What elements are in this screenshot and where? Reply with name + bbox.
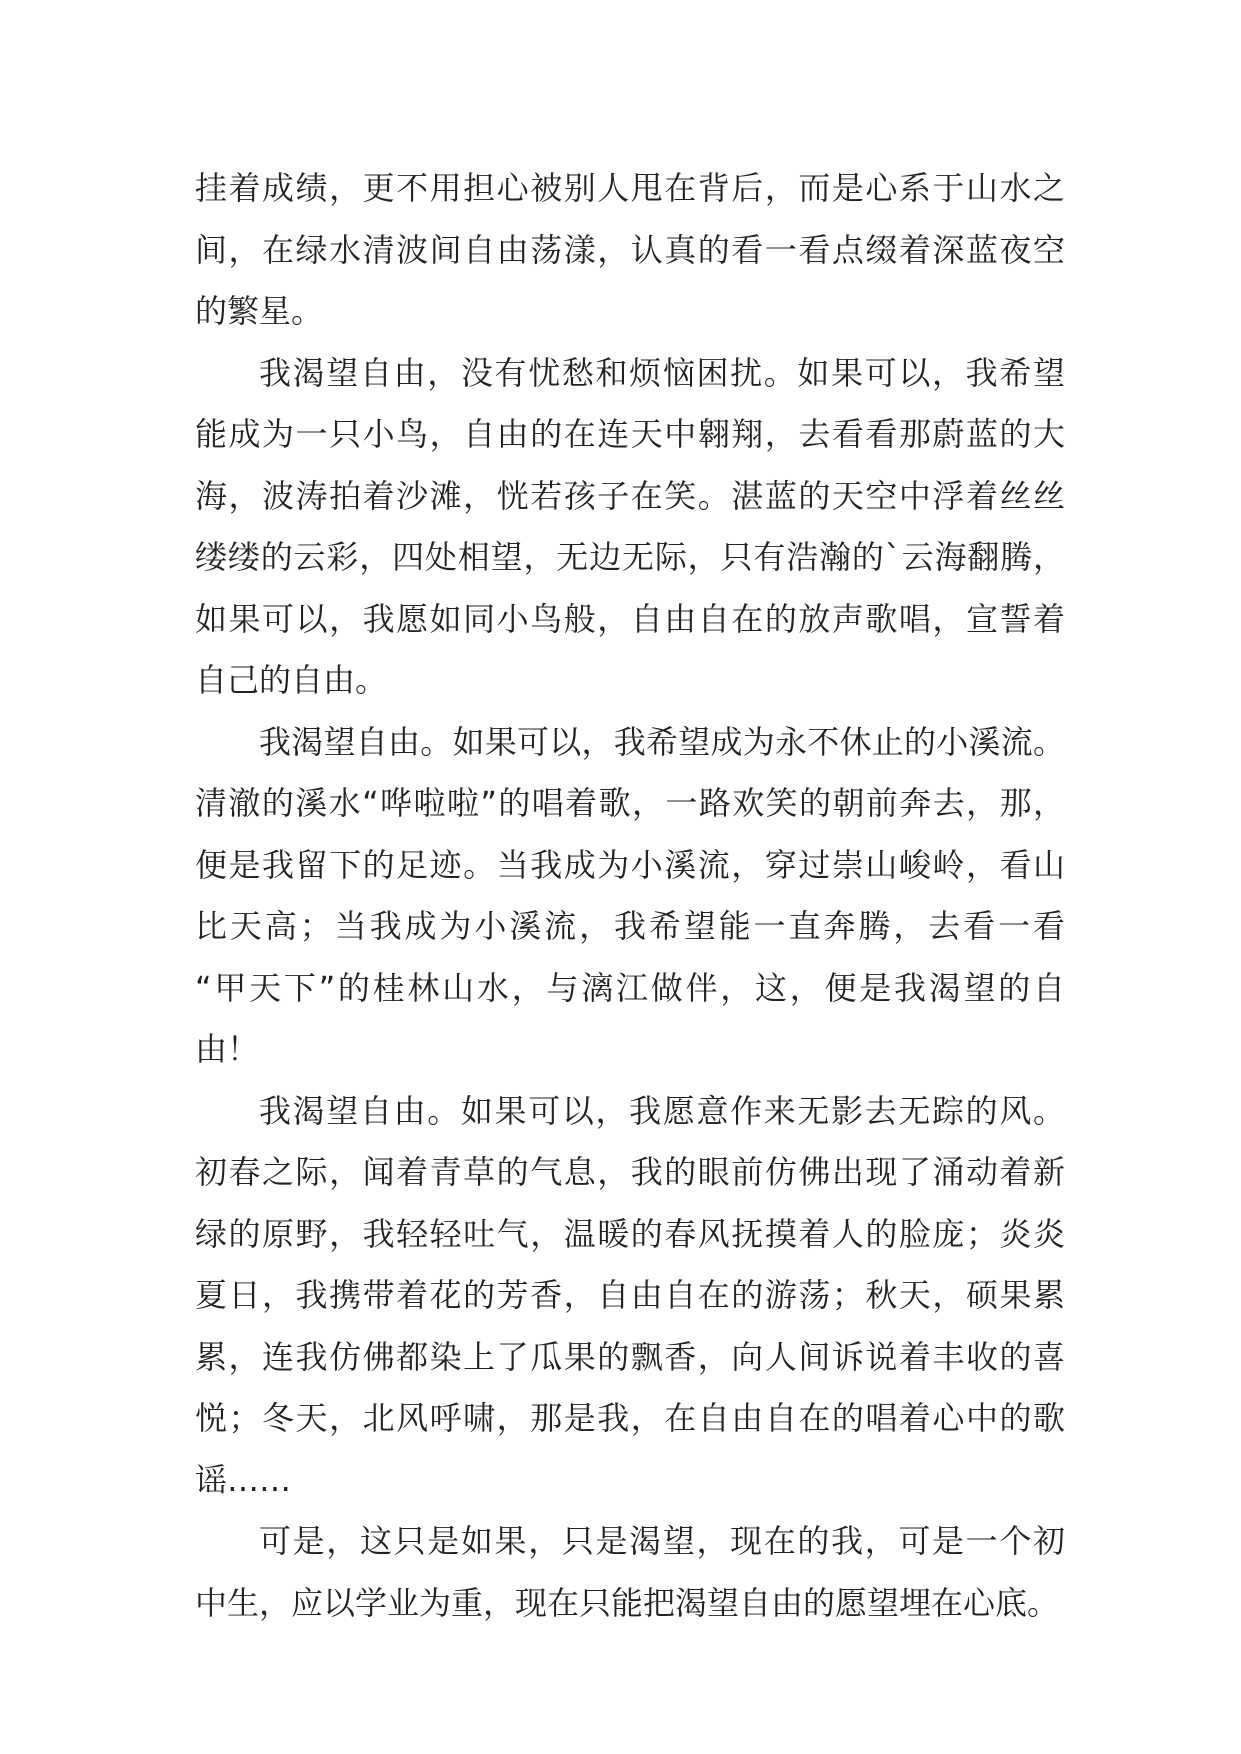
paragraph <box>195 1081 1065 1512</box>
text-line: 夏日，我携带着花的芳香，自由自在的游荡；秋天，硕果累 <box>195 1276 1065 1314</box>
text-line: 我渴望自由。如果可以，我愿意作来无影去无踪的风。 <box>259 1091 1065 1130</box>
essay-body <box>195 158 1065 1634</box>
text-line: 我渴望自由。如果可以，我希望成为永不休止的小溪流。 <box>259 722 1065 761</box>
paragraph <box>195 158 1065 343</box>
text-line: 缕缕的云彩，四处相望，无边无际，只有浩瀚的`云海翻腾， <box>195 538 1065 576</box>
paragraph <box>195 1511 1065 1634</box>
text-line: 累，连我仿佛都染上了瓜果的飘香，向人间诉说着丰收的喜 <box>195 1337 1065 1376</box>
text-line: 初春之际，闻着青草的气息，我的眼前仿佛出现了涌动着新 <box>195 1153 1065 1191</box>
text-line: 间，在绿水清波间自由荡漾，认真的看一看点缀着深蓝夜空 <box>195 230 1065 269</box>
text-line: 由！ <box>195 1030 260 1068</box>
text-line: 能成为一只小鸟，自由的在连天中翱翔，去看看那蔚蓝的大 <box>195 415 1065 453</box>
text-line: 中生，应以学业为重，现在只能把渴望自由的愿望埋在心底。 <box>195 1583 1060 1622</box>
text-line: 清澈的溪水“哗啦啦”的唱着歌，一路欢笑的朝前奔去，那， <box>195 784 1065 822</box>
text-line: 如果可以，我愿如同小鸟般，自由自在的放声歌唱，宣誓着 <box>195 599 1065 638</box>
text-line: 谣…… <box>195 1460 292 1499</box>
text-line: 便是我留下的足迹。当我成为小溪流，穿过崇山峻岭，看山 <box>195 845 1065 884</box>
text-line: 比天高；当我成为小溪流，我希望能一直奔腾，去看一看 <box>195 907 1065 945</box>
text-line: 我渴望自由，没有忧愁和烦恼困扰。如果可以，我希望 <box>259 353 1065 392</box>
text-line: 挂着成绩，更不用担心被别人甩在背后，而是心系于山水之 <box>195 169 1065 207</box>
paragraph <box>195 712 1065 1081</box>
text-line: 可是，这只是如果，只是渴望，现在的我，可是一个初 <box>259 1522 1065 1560</box>
text-line: “甲天下”的桂林山水，与漓江做伴，这，便是我渴望的自 <box>195 968 1065 1007</box>
text-line: 绿的原野，我轻轻吐气，温暖的春风抚摸着人的脸庞；炎炎 <box>195 1214 1065 1253</box>
text-line: 的繁星。 <box>195 292 324 330</box>
paragraph <box>195 343 1065 712</box>
text-line: 海，波涛拍着沙滩，恍若孩子在笑。湛蓝的天空中浮着丝丝 <box>195 476 1065 515</box>
text-line: 悦；冬天，北风呼啸，那是我，在自由自在的唱着心中的歌 <box>195 1399 1065 1437</box>
text-line: 自己的自由。 <box>195 661 388 699</box>
